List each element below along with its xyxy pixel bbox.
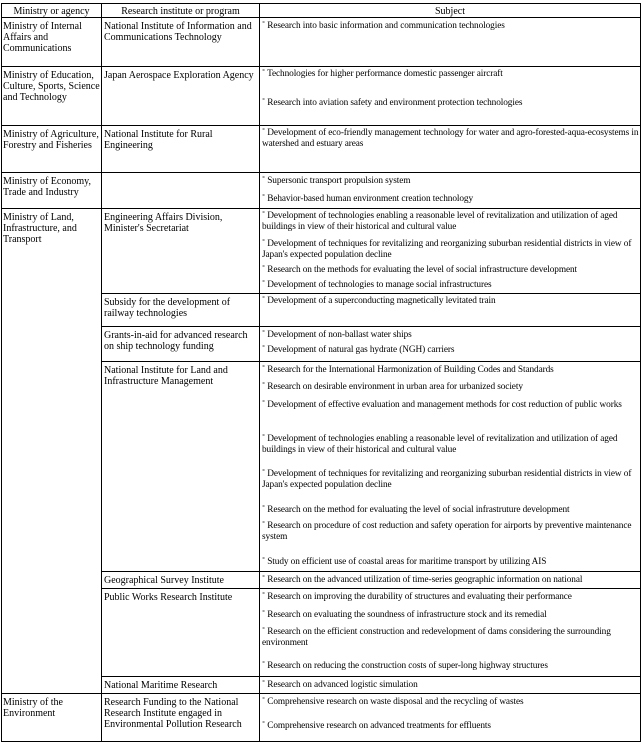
row-divider bbox=[101, 293, 641, 294]
table-border-top bbox=[1, 3, 641, 4]
subject-item: ˚ Development of natural gas hydrate (NGH) carriers bbox=[262, 345, 455, 355]
ministry-name: Ministry of Internal Affairs and Communications bbox=[3, 21, 82, 54]
institute-name: Public Works Research Institute bbox=[104, 592, 233, 603]
subject-item: ˚ Development of non-ballast water ships bbox=[262, 330, 412, 340]
subject-item: ˚ Supersonic transport propulsion system bbox=[262, 176, 411, 186]
subject-item: ˚ Development of effective evaluation and management methods for cost reduction of public works bbox=[262, 400, 622, 410]
row-divider bbox=[1, 693, 641, 694]
subject-item: ˚ Development of technologies enabling a reasonable level of revitalization and utilization of aged buildings in view of their historical and cultural value bbox=[262, 211, 618, 232]
header-ministry: Ministry or agency bbox=[13, 6, 90, 17]
ministry-name: Ministry of Education, Culture, Sports, Science and Technology bbox=[3, 70, 100, 103]
institute-name: National Institute of Information and Communications Technology bbox=[104, 21, 252, 43]
subject-text: Research on reducing the construction costs of super-long highway structures bbox=[267, 661, 548, 671]
subject-item: ˚ Research on improving the durability of structures and evaluating their performance bbox=[262, 592, 572, 602]
subject-text: Behavior-based human environment creation technology bbox=[267, 194, 474, 204]
institute-name: Engineering Affairs Division, Minister's Secretariat bbox=[104, 212, 223, 234]
subject-text: Research for the International Harmonization of Building Codes and Standards bbox=[267, 365, 554, 375]
ministry-name: Ministry of the Environment bbox=[3, 697, 63, 719]
subject-text: Development of effective evaluation and management methods for cost reduction of public works bbox=[267, 400, 622, 410]
ministry-name: Ministry of Agriculture, Forestry and Fisheries bbox=[3, 129, 99, 151]
institute-name: Japan Aerospace Exploration Agency bbox=[104, 70, 254, 81]
subject-text: Research into basic information and communication technologies bbox=[267, 21, 505, 31]
subject-text: Development of techniques for revitalizing and reorganizing suburban residential districts in view of Japan's expected population decline bbox=[262, 469, 632, 490]
header-institute: Research institute or program bbox=[121, 6, 240, 17]
subject-item: ˚ Research into aviation safety and environment protection technologies bbox=[262, 98, 523, 108]
subject-item: ˚ Research on the efficient construction and redevelopment of dams considering the surrounding environment bbox=[262, 627, 611, 648]
institute-name: National Maritime Research bbox=[104, 680, 218, 691]
subject-item: ˚ Development of techniques for revitalizing and reorganizing suburban residential districts in view of Japan's expected population decline bbox=[262, 469, 632, 490]
subject-item: ˚ Research on advanced logistic simulation bbox=[262, 680, 418, 690]
subject-item: ˚ Research into basic information and communication technologies bbox=[262, 21, 505, 31]
subject-text: Development of technologies to manage social infrastructures bbox=[267, 280, 492, 290]
institute-name: National Institute for Rural Engineering bbox=[104, 129, 213, 151]
subject-text: Research on evaluating the soundness of infrastructure stock and its remedial bbox=[267, 610, 547, 620]
subject-text: Development of eco-friendly management technology for water and agro-forested-aqua-ecosystems in watershed and estuary areas bbox=[262, 128, 639, 149]
subject-item: ˚ Research for the International Harmonization of Building Codes and Standards bbox=[262, 365, 554, 375]
subject-item: ˚ Research on desirable environment in urban area for urbanized society bbox=[262, 382, 523, 392]
subject-item: ˚ Development of technologies enabling a reasonable level of revitalization and utilization of aged buildings in view of their historical and cultural value bbox=[262, 434, 618, 455]
subject-item: ˚ Development of a superconducting magnetically levitated train bbox=[262, 296, 496, 306]
subject-text: Research on the methods for evaluating the level of social infrastructure development bbox=[267, 265, 578, 275]
subject-item: ˚ Research on procedure of cost reduction and safety operation for airports by preventive maintenance system bbox=[262, 521, 632, 542]
row-divider bbox=[101, 326, 641, 327]
subject-text: Technologies for higher performance domestic passenger aircraft bbox=[267, 69, 503, 79]
row-divider bbox=[101, 571, 641, 572]
subject-item: ˚ Behavior-based human environment creation technology bbox=[262, 194, 474, 204]
column-divider bbox=[101, 3, 102, 742]
subject-item: ˚ Development of techniques for revitalizing and reorganizing suburban residential districts in view of Japan's expected population decline bbox=[262, 239, 632, 260]
subject-text: Research on improving the durability of structures and evaluating their performance bbox=[267, 592, 572, 602]
subject-item: ˚ Research on the advanced utilization of time-series geographic information on national bbox=[262, 575, 583, 585]
subject-item: ˚ Development of eco-friendly management technology for water and agro-forested-aqua-ecosystems in watershed and estuary areas bbox=[262, 128, 639, 149]
subject-text: Research into aviation safety and environment protection technologies bbox=[267, 98, 523, 108]
subject-text: Study on efficient use of coastal areas for maritime transport by utilizing AIS bbox=[267, 557, 547, 567]
institute-name: Grants-in-aid for advanced research on ship technology funding bbox=[104, 330, 248, 352]
row-divider bbox=[101, 588, 641, 589]
header-divider bbox=[1, 17, 641, 18]
subject-text: Supersonic transport propulsion system bbox=[267, 176, 411, 186]
institute-name: National Institute for Land and Infrastructure Management bbox=[104, 365, 228, 387]
row-divider bbox=[1, 125, 641, 126]
institute-name: Geographical Survey Institute bbox=[104, 575, 224, 586]
row-divider bbox=[1, 66, 641, 67]
institute-name: Research Funding to the National Research Institute engaged in Environmental Pollution Research bbox=[104, 697, 242, 730]
table-border-bottom bbox=[1, 741, 641, 742]
subject-item: ˚ Comprehensive research on waste disposal and the recycling of wastes bbox=[262, 697, 524, 707]
subject-item: ˚ Development of technologies to manage social infrastructures bbox=[262, 280, 492, 290]
subject-text: Development of non-ballast water ships bbox=[267, 330, 412, 340]
table-border-left bbox=[1, 3, 2, 742]
institute-name: Subsidy for the development of railway technologies bbox=[104, 297, 231, 319]
subject-item: ˚ Research on the method for evaluating the level of social infrastruture development bbox=[262, 505, 570, 515]
subject-text: Research on procedure of cost reduction and safety operation for airports by preventive maintenance system bbox=[262, 521, 632, 542]
subject-text: Development of techniques for revitalizing and reorganizing suburban residential districts in view of Japan's expected population decline bbox=[262, 239, 632, 260]
subject-item: ˚ Comprehensive research on advanced treatments for effluents bbox=[262, 721, 491, 731]
subject-text: Research on desirable environment in urban area for urbanized society bbox=[267, 382, 523, 392]
header-subject: Subject bbox=[435, 6, 465, 17]
subject-item: ˚ Research on reducing the construction costs of super-long highway structures bbox=[262, 661, 548, 671]
subject-text: Research on advanced logistic simulation bbox=[267, 680, 418, 690]
subject-text: Development of technologies enabling a reasonable level of revitalization and utilization of aged buildings in view of their historical and cultural value bbox=[262, 211, 618, 232]
ministry-name: Ministry of Economy, Trade and Industry bbox=[3, 176, 91, 198]
subject-item: ˚ Research on the methods for evaluating the level of social infrastructure development bbox=[262, 265, 578, 275]
subject-item: ˚ Research on evaluating the soundness of infrastructure stock and its remedial bbox=[262, 610, 547, 620]
subject-text: Research on the method for evaluating the level of social infrastruture development bbox=[267, 505, 570, 515]
subject-text: Development of a superconducting magnetically levitated train bbox=[267, 296, 496, 306]
subject-text: Development of natural gas hydrate (NGH) carriers bbox=[267, 345, 455, 355]
subject-text: Research on the advanced utilization of time-series geographic information on national bbox=[267, 575, 583, 585]
subject-text: Comprehensive research on advanced treatments for effluents bbox=[267, 721, 491, 731]
subject-text: Research on the efficient construction and redevelopment of dams considering the surrounding environment bbox=[262, 627, 611, 648]
subject-item: ˚ Study on efficient use of coastal areas for maritime transport by utilizing AIS bbox=[262, 557, 547, 567]
subject-item: ˚ Technologies for higher performance domestic passenger aircraft bbox=[262, 69, 503, 79]
subject-text: Comprehensive research on waste disposal and the recycling of wastes bbox=[267, 697, 524, 707]
table-border-right bbox=[640, 3, 641, 742]
row-divider bbox=[101, 676, 641, 677]
row-divider bbox=[101, 361, 641, 362]
row-divider bbox=[1, 172, 641, 173]
ministry-name: Ministry of Land, Infrastructure, and Transport bbox=[3, 212, 77, 245]
subject-text: Development of technologies enabling a reasonable level of revitalization and utilization of aged buildings in view of their historical and cultural value bbox=[262, 434, 618, 455]
row-divider bbox=[1, 208, 641, 209]
